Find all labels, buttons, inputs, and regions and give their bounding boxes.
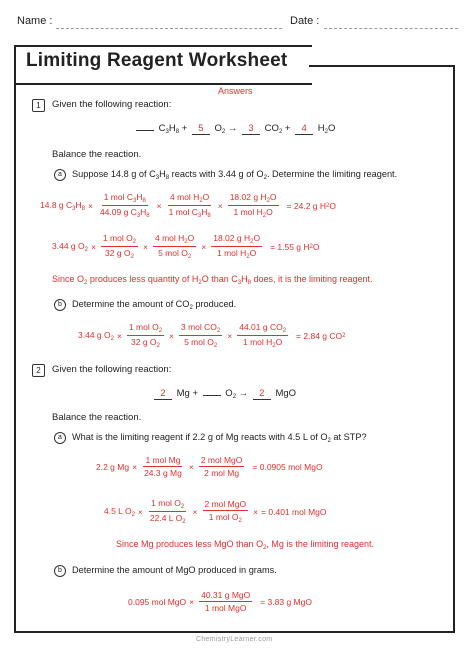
q1-coef-2[interactable]: 5 (192, 123, 210, 135)
q2-coef-2[interactable] (203, 395, 221, 396)
q2-part-a-marker: a (54, 432, 66, 444)
q2-part-b-marker: b (54, 565, 66, 577)
q2-a-calc-2: 4.5 L $O_2$ × $\frac{1 mol O_2}{22.4 L O_2}$ × $\frac{\text{2 mol MgO}}{1 mol O_2}$ × = 0.401 mol MgO (104, 498, 327, 525)
q1-a-calc-1: 14.8 g $C_3H_8$ × $\frac{1 mol C_3H_8}{44.09 g C_3H_8}$ × $\frac{4 mol H_2O}{1 mol C_3H_8}$ × $\frac{18.02 g H_2O}{1 mol H_2O}$ = 24.2 g H 2 O (40, 192, 336, 219)
frame-right (453, 65, 455, 633)
page-title: Limiting Reagent Worksheet (26, 50, 288, 71)
q2-coef-1[interactable]: 2 (154, 388, 172, 400)
question-number-1: 1 (32, 99, 45, 112)
q2-given: Given the following reaction: (52, 364, 172, 375)
q2-balance: Balance the reaction. (52, 412, 142, 423)
q2-b-calc: 0.095 mol MgO × $\frac{\text{40.31 g MgO}}{\text{1 mol MgO}}$ = 3.83 g MgO (128, 590, 312, 613)
date-field[interactable] (324, 27, 458, 29)
q1-a-calc-2: 3.44 g $O_2$ × $\frac{1 mol O_2}{32 g O_2}$ × $\frac{4 mol H_2O}{5 mol O_2}$ × $\frac{18.02 g H_2O}{1 mol H_2O}$ = 1.55 g H 2 O (52, 233, 320, 260)
name-label: Name : (17, 15, 53, 27)
question-number-2: 2 (32, 364, 45, 377)
frame-bottom (14, 631, 455, 633)
frame-top (309, 65, 455, 67)
q2-part-b-text: Determine the amount of MgO produced in grams. (72, 565, 277, 575)
q2-part-a-text: What is the limiting reagent if 2.2 g of Mg reacts with 4.5 L of $O_2$ at STP? (72, 432, 367, 444)
q1-balance: Balance the reaction. (52, 149, 142, 160)
q1-given: Given the following reaction: (52, 99, 172, 110)
q1-coef-1[interactable] (136, 130, 154, 131)
q2-a-calc-1: 2.2 g Mg × $\frac{\text{1 mol Mg}}{\text{24.3 g Mg}}$ × $\frac{\text{2 mol MgO}}{\text{2 mol Mg}}$ = 0.0905 mol MgO (96, 455, 323, 478)
q2-reaction: 2 $Mg + O_2 \to 2$ MgO (152, 388, 296, 403)
q1-reaction: $C_3H_8 + 5$ $O_2 \to 3$ $CO_2 + 4$ $H_2O$ (134, 123, 335, 138)
q1-a-conclusion: Since $O_2$ produces less quantity of $H_2O$ than $C_3H_8$ does, it is the limiting reagent. (52, 274, 373, 286)
q1-part-b-text: Determine the amount of $CO_2$ produced. (72, 299, 237, 311)
q1-part-a-text: Suppose 14.8 g of $C_3H_8$ reacts with 3.44 g of $O_2$. Determine the limiting reagent. (72, 169, 398, 181)
q1-part-a-marker: a (54, 169, 66, 181)
date-label: Date : (290, 15, 320, 27)
q1-part-b-marker: b (54, 299, 66, 311)
q1-coef-4[interactable]: 4 (295, 123, 313, 135)
name-field[interactable] (56, 27, 282, 29)
answers-label: Answers (218, 86, 253, 96)
frame-left (14, 80, 16, 633)
q2-a-conclusion: Since Mg produces less MgO than $O_2$, Mg is the limiting reagent. (116, 539, 374, 551)
footer-site: ChemistryLearner.com (196, 636, 273, 643)
q1-coef-3[interactable]: 3 (242, 123, 260, 135)
q1-b-calc: 3.44 g $O_2$ × $\frac{1 mol O_2}{32 g O_2}$ × $\frac{3 mol CO_2}{5 mol O_2}$ × $\frac{44.01 g CO_2}{1 mol H_2O}$ = 2.84 g CO 2 (78, 322, 346, 349)
q2-coef-3[interactable]: 2 (253, 388, 271, 400)
